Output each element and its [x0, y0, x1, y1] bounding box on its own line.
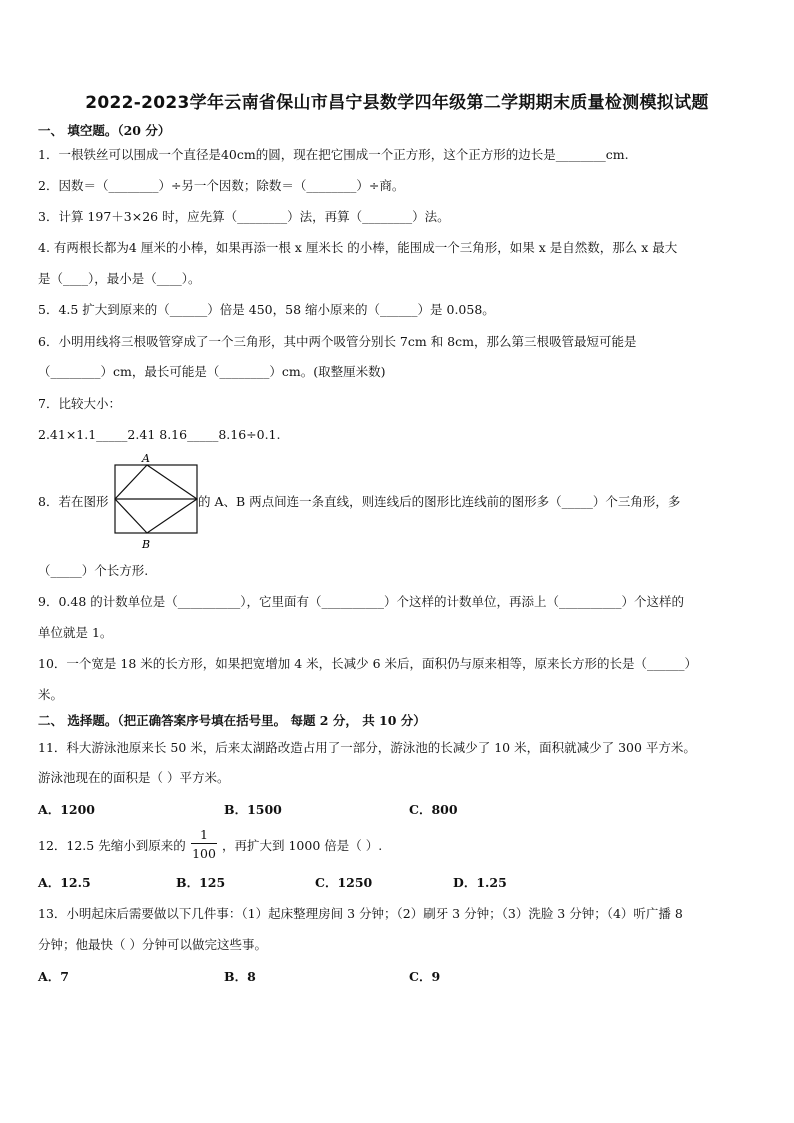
- question-7-line-2: 2.41×1.1_____2.41 8.16_____8.16÷0.1.: [38, 427, 281, 442]
- figure-label-a: A: [142, 452, 150, 465]
- question-9-line-1: 9．0.48 的计数单位是（__________），它里面有（__________）个这样的计数单位，再添上（__________）个这样的: [38, 594, 685, 609]
- question-12-prefix: 12．12.5 先缩小到原来的: [38, 838, 186, 853]
- question-8-prefix: 8．若在图形: [38, 494, 109, 509]
- q11-option-a: A．1200: [38, 802, 95, 817]
- question-10-line-1: 10．一个宽是 18 米的长方形，如果把宽增加 4 米，长减少 6 米后，面积仍与原来相等，原来长方形的长是（______）: [38, 656, 698, 671]
- q12-fraction-numerator: 1: [191, 827, 217, 844]
- q12-option-a: A．12.5: [38, 875, 91, 890]
- q11-option-c: C．800: [409, 802, 458, 817]
- question-6-line-2: （________）cm，最长可能是（________）cm。(取整厘米数): [38, 364, 386, 379]
- question-12-suffix: ，再扩大到 1000 倍是（ ）.: [222, 838, 383, 853]
- question-8-line-2: （_____）个长方形.: [38, 563, 149, 578]
- q11-option-b: B．1500: [224, 802, 282, 817]
- question-9-line-2: 单位就是 1。: [38, 625, 113, 640]
- figure-label-b: B: [142, 538, 151, 551]
- question-13-line-1: 13．小明起床后需要做以下几件事：（1）起床整理房间 3 分钟；（2）刷牙 3 分钟；（3）洗脸 3 分钟；（4）听广播 8: [38, 906, 683, 921]
- section-fill-in-heading: 一、 填空题。（20 分）: [38, 123, 171, 138]
- question-5: 5．4.5 扩大到原来的（______）倍是 450，58 缩小原来的（______）是 0.058。: [38, 302, 495, 317]
- question-10-line-2: 米。: [38, 687, 64, 702]
- section-choice-heading: 二、 选择题。（把正确答案序号填在括号里。 每题 2 分， 共 10 分）: [38, 713, 426, 728]
- q13-option-b: B．8: [224, 969, 256, 984]
- question-11-line-1: 11．科大游泳池原来长 50 米，后来太湖路改造占用了一部分，游泳池的长减少了 10 米，面积就减少了 300 平方米。: [38, 740, 696, 755]
- q13-option-a: A．7: [38, 969, 69, 984]
- question-11-line-2: 游泳池现在的面积是（ ）平方米。: [38, 770, 230, 785]
- page-title: 2022-2023学年云南省保山市昌宁县数学四年级第二学期期末质量检测模拟试题: [85, 93, 709, 113]
- q12-fraction-denominator: 100: [192, 846, 216, 861]
- question-2: 2．因数＝（________）÷另一个因数；除数＝（________）÷商。: [38, 178, 405, 193]
- question-13-line-2: 分钟；他最快（ ）分钟可以做完这些事。: [38, 937, 267, 952]
- question-3: 3．计算 197＋3×26 时，应先算（________）法，再算（________）法。: [38, 209, 450, 224]
- square-diamond-figure: [112, 451, 202, 551]
- q12-option-b: B．125: [176, 875, 226, 890]
- q12-option-d: D．1.25: [453, 875, 507, 890]
- q12-fraction: [191, 827, 217, 861]
- question-8-text: 的 A、B 两点间连一条直线，则连线后的图形比连线前的图形多（_____）个三角形，多: [198, 494, 681, 509]
- q12-option-c: C．1250: [315, 875, 373, 890]
- question-4-line-1: 4. 有两根长都为4 厘米的小棒，如果再添一根 x 厘米长 的小棒，能围成一个三角形，如果 x 是自然数，那么 x 最大: [38, 240, 678, 255]
- question-1: 1．一根铁丝可以围成一个直径是40cm的圆，现在把它围成一个正方形，这个正方形的边长是________cm.: [38, 147, 629, 162]
- q13-option-c: C．9: [409, 969, 441, 984]
- question-4-line-2: 是（____），最小是（____）。: [38, 271, 201, 286]
- question-7-line-1: 7．比较大小：: [38, 396, 121, 411]
- question-6-line-1: 6．小明用线将三根吸管穿成了一个三角形，其中两个吸管分别长 7cm 和 8cm，那么第三根吸管最短可能是: [38, 334, 637, 349]
